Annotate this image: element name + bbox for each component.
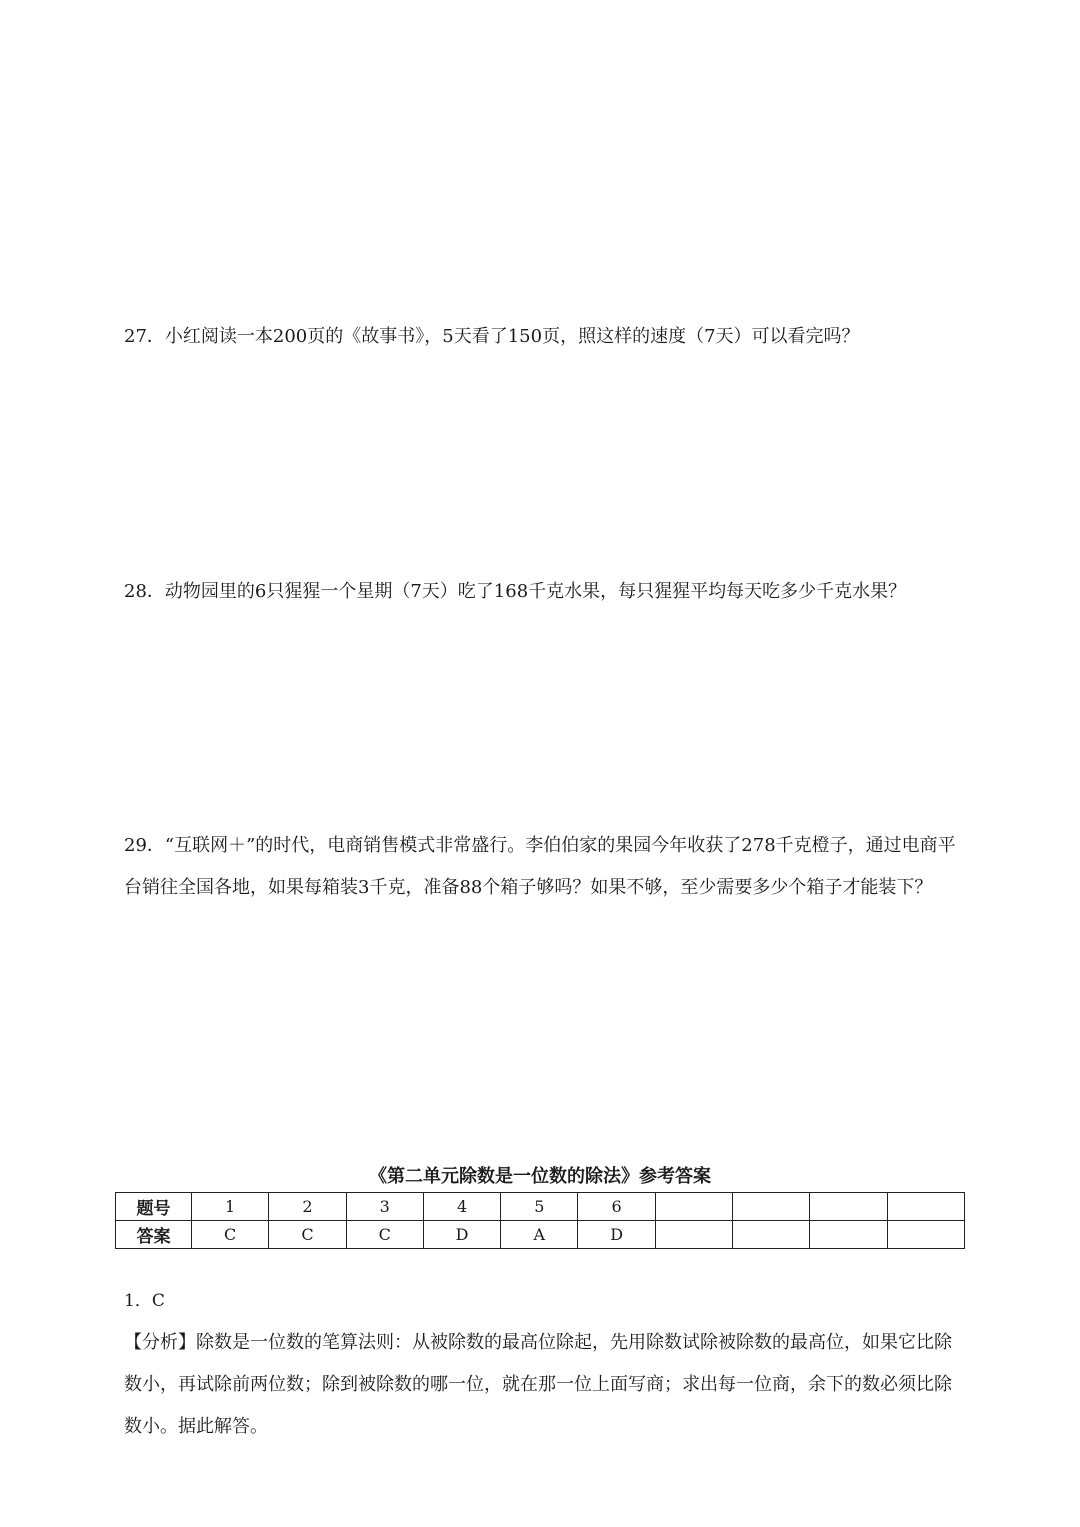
table-cell xyxy=(810,1221,887,1249)
table-cell xyxy=(733,1221,810,1249)
table-cell: 5 xyxy=(501,1193,578,1221)
table-cell: D xyxy=(423,1221,500,1249)
table-cell: C xyxy=(346,1221,423,1249)
question-28: 28．动物园里的6只猩猩一个星期（7天）吃了168千克水果，每只猩猩平均每天吃多少千克水果？ xyxy=(124,581,907,602)
table-row-answers xyxy=(116,1221,965,1249)
solution-item-1: 1．C xyxy=(124,1291,165,1311)
table-cell: A xyxy=(501,1221,578,1249)
question-29: 29．“互联网＋”的时代，电商销售模式非常盛行。李伯伯家的果园今年收获了278千克橙子，通过电商平台销往全国各地，如果每箱装3千克，准备88个箱子够吗？如果不够，至少需要多少个箱子才能装下？ xyxy=(124,835,956,898)
table-cell xyxy=(655,1193,732,1221)
question-27: 27．小红阅读一本200页的《故事书》，5天看了150页，照这样的速度（7天）可以看完吗？ xyxy=(124,326,860,347)
row-label-number: 题号 xyxy=(116,1193,192,1221)
answer-key-title: 《第二单元除数是一位数的除法》参考答案 xyxy=(369,1166,711,1187)
table-cell xyxy=(655,1221,732,1249)
table-cell: 4 xyxy=(423,1193,500,1221)
row-label-answer: 答案 xyxy=(116,1221,192,1249)
table-cell: C xyxy=(192,1221,269,1249)
table-cell xyxy=(733,1193,810,1221)
table-cell xyxy=(887,1193,964,1221)
table-cell: D xyxy=(578,1221,655,1249)
table-cell: 2 xyxy=(269,1193,346,1221)
table-cell xyxy=(810,1193,887,1221)
table-cell xyxy=(887,1221,964,1249)
answer-key-table xyxy=(115,1192,965,1249)
table-cell: 1 xyxy=(192,1193,269,1221)
table-cell: 6 xyxy=(578,1193,655,1221)
table-cell: C xyxy=(269,1221,346,1249)
table-row-numbers xyxy=(116,1193,965,1221)
solution-analysis: 【分析】除数是一位数的笔算法则：从被除数的最高位除起，先用除数试除被除数的最高位，如果它比除数小，再试除前两位数；除到被除数的哪一位，就在那一位上面写商；求出每一位商，余下的数必须比除数小。据此解答。 xyxy=(124,1332,952,1437)
table-cell: 3 xyxy=(346,1193,423,1221)
